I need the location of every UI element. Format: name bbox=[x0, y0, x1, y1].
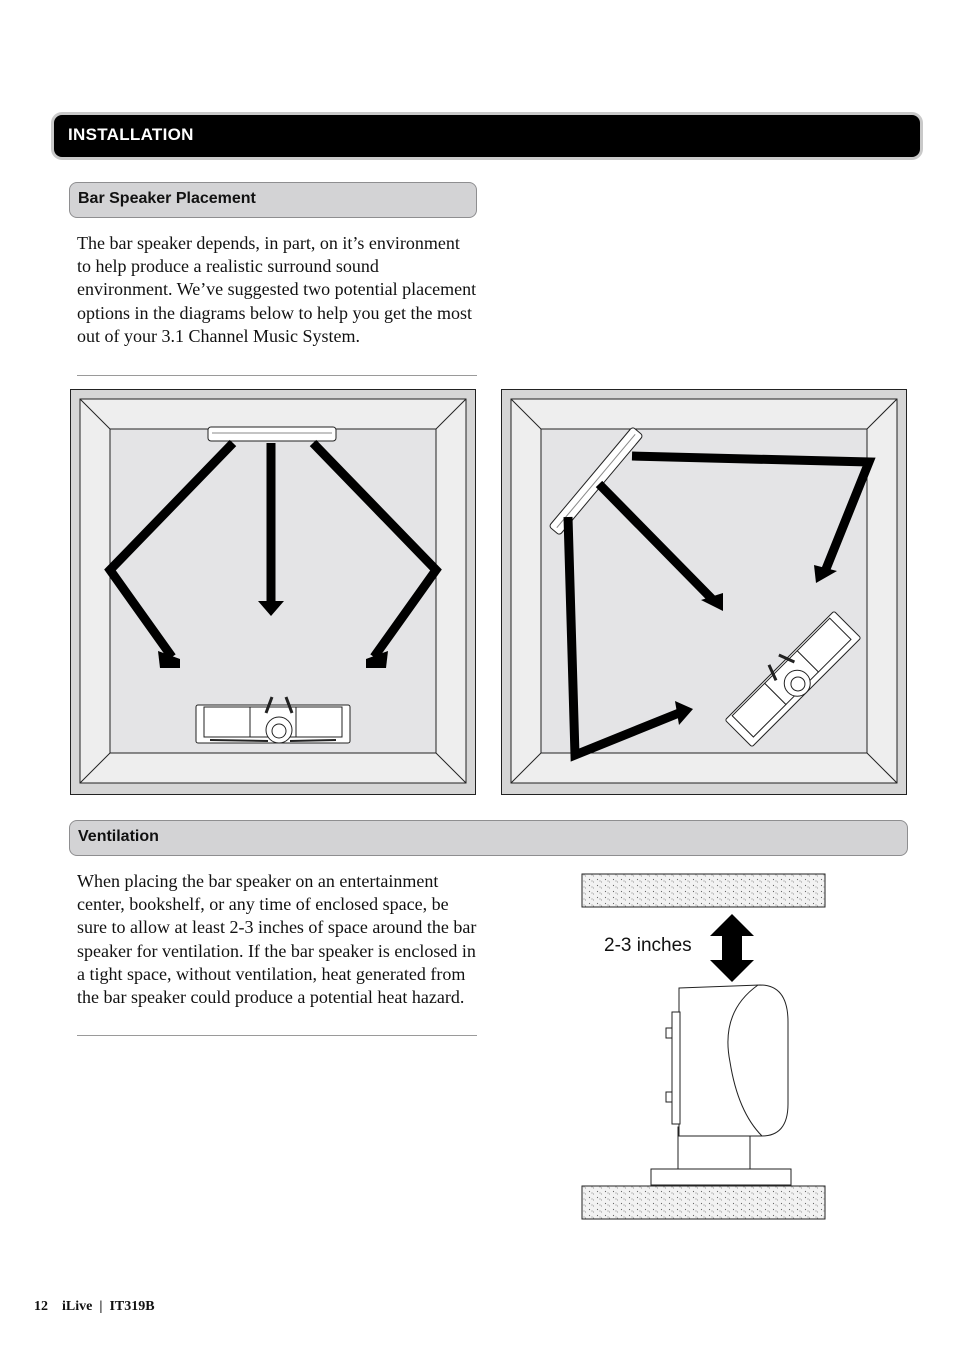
bar-speaker-icon bbox=[208, 427, 336, 441]
ventilation-heading: Ventilation bbox=[69, 820, 908, 856]
section-title: INSTALLATION bbox=[68, 125, 194, 144]
speaker-side-icon bbox=[651, 985, 791, 1185]
room-diagram-corner bbox=[501, 389, 907, 795]
shelf-bottom bbox=[582, 1186, 825, 1219]
double-arrow-icon bbox=[710, 914, 754, 982]
page-number: 12 bbox=[34, 1299, 48, 1314]
room-diagram-center bbox=[70, 389, 476, 795]
shelf-top bbox=[582, 874, 825, 907]
page-footer bbox=[34, 1299, 155, 1315]
gap-label: 2-3 inches bbox=[604, 935, 692, 956]
placement-heading: Bar Speaker Placement bbox=[69, 182, 477, 218]
footer-model: IT319B bbox=[109, 1299, 155, 1314]
footer-separator: | bbox=[99, 1299, 103, 1314]
footer-brand: iLive bbox=[62, 1299, 93, 1314]
placement-body: The bar speaker depends, in part, on it’s environment to help produce a realistic surround sound environment. We’ve suggested two potential placement options in the diagrams below to help you get the most out of your 3.1 Channel Music System. bbox=[77, 233, 477, 346]
section-banner bbox=[54, 115, 920, 157]
ventilation-diagram bbox=[580, 872, 828, 1222]
ventilation-divider bbox=[77, 1035, 477, 1036]
ventilation-body: When placing the bar speaker on an entertainment center, bookshelf, or any time of enclosed space, be sure to allow at least 2-3 inches of space around the bar speaker for ventilation. If the bar speaker is enclosed in a tight space, without ventilation, heat generated from the bar speaker could produce a potential heat hazard. bbox=[77, 871, 477, 1008]
placement-divider bbox=[77, 375, 477, 376]
